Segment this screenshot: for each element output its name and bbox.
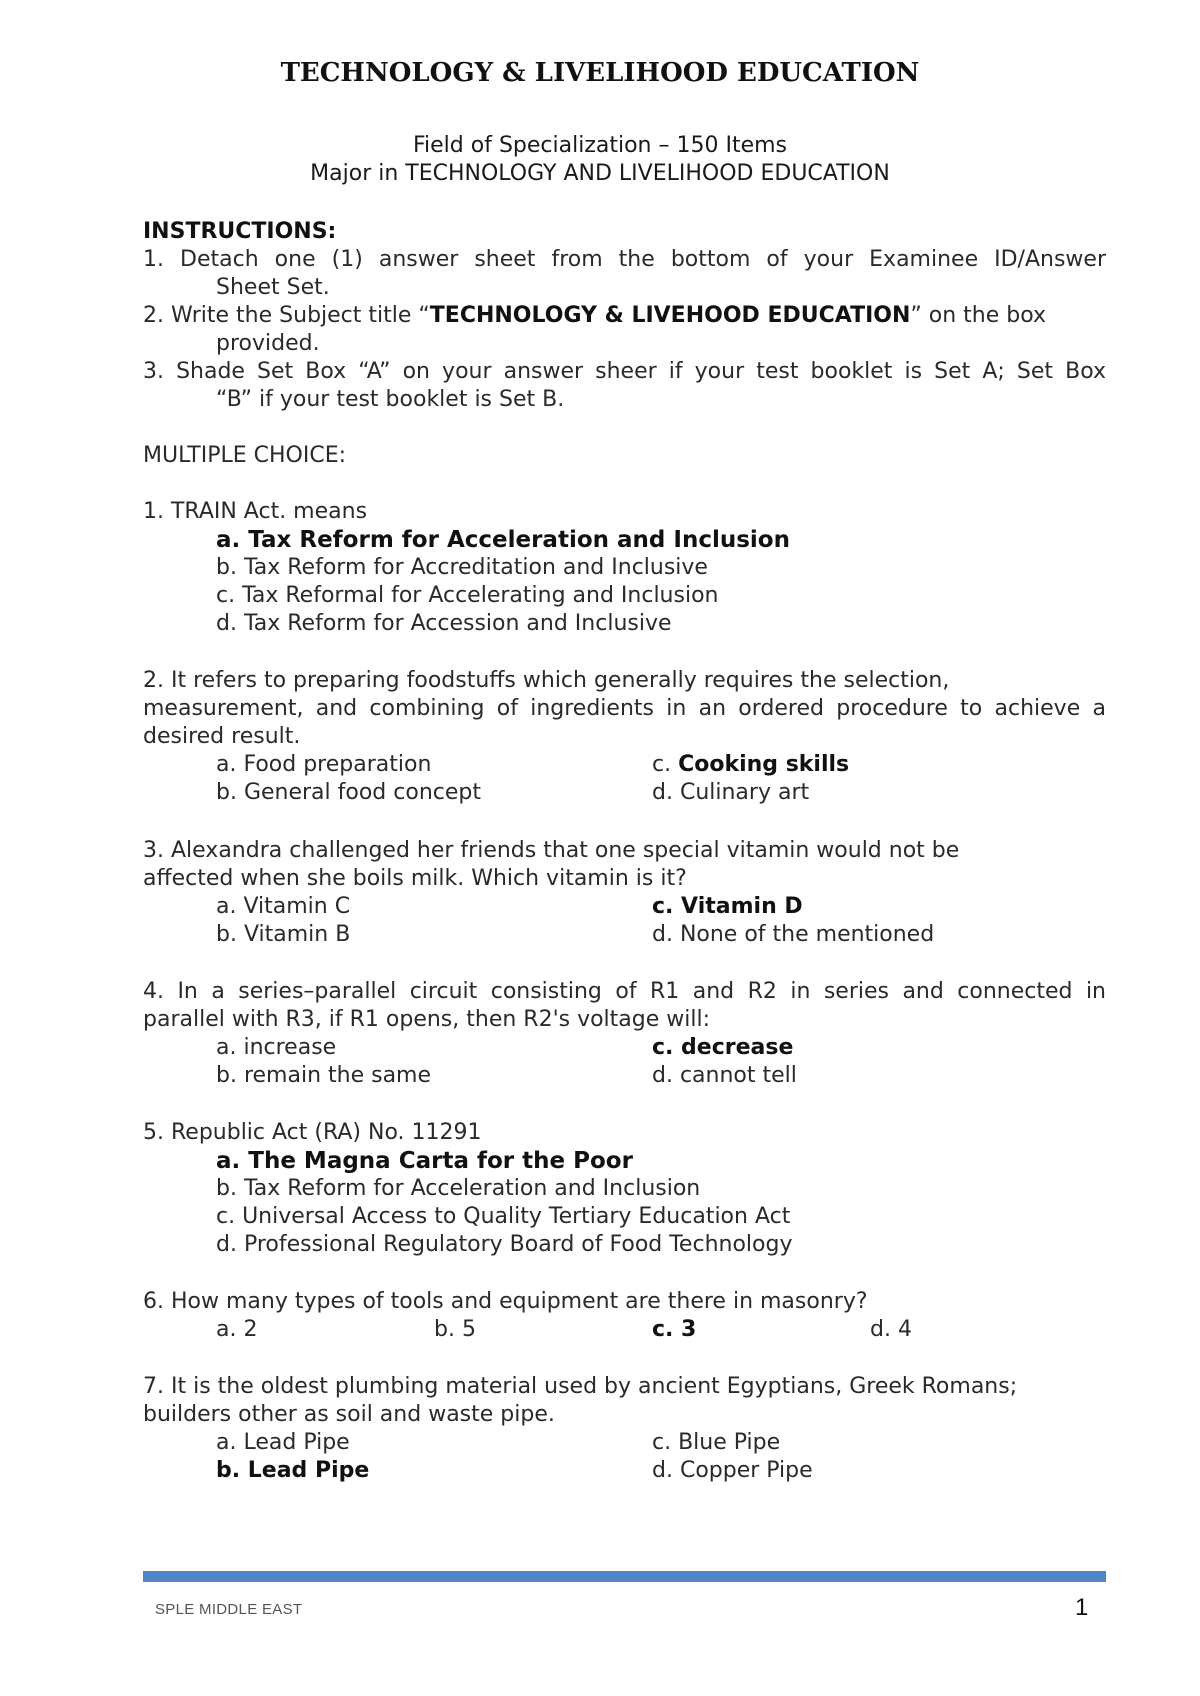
question-4-option-c: c. decrease bbox=[652, 1035, 794, 1060]
question-4-option-b: b. remain the same bbox=[216, 1063, 432, 1088]
section-heading: MULTIPLE CHOICE: bbox=[143, 443, 347, 468]
question-5-option-b: b. Tax Reform for Acceleration and Inclusion bbox=[216, 1176, 701, 1201]
subtitle-major: Major in TECHNOLOGY AND LIVELIHOOD EDUCATION bbox=[310, 161, 890, 186]
question-5-option-a: a. The Magna Carta for the Poor bbox=[216, 1148, 633, 1174]
question-2-stem-line3: desired result. bbox=[143, 724, 301, 749]
question-2-option-d: d. Culinary art bbox=[652, 780, 810, 805]
instruction-2-line2: provided. bbox=[216, 331, 320, 356]
question-2-option-c bbox=[652, 751, 849, 779]
instruction-2-subject: TECHNOLOGY & LIVEHOOD EDUCATION bbox=[429, 303, 911, 328]
question-6-option-d: d. 4 bbox=[870, 1317, 912, 1342]
question-4-stem-line1: 4. In a series–parallel circuit consisting of R1 and R2 in series and connected in bbox=[143, 979, 1106, 1004]
question-1-option-a: a. Tax Reform for Acceleration and Inclusion bbox=[216, 527, 790, 553]
instruction-1-line2: Sheet Set. bbox=[216, 275, 330, 300]
question-2-stem-line2: measurement, and combining of ingredients in an ordered procedure to achieve a bbox=[143, 696, 1106, 721]
question-4-option-a: a. increase bbox=[216, 1035, 337, 1060]
question-4-stem-line2: parallel with R3, if R1 opens, then R2's voltage will: bbox=[143, 1007, 711, 1032]
question-3-stem-line1: 3. Alexandra challenged her friends that one special vitamin would not be bbox=[143, 838, 960, 863]
question-2-stem-line1: 2. It refers to preparing foodstuffs which generally requires the selection, bbox=[143, 668, 950, 693]
question-6-stem: 6. How many types of tools and equipment are there in masonry? bbox=[143, 1289, 868, 1314]
question-6-option-b: b. 5 bbox=[434, 1317, 476, 1342]
question-1-stem: 1. TRAIN Act. means bbox=[143, 499, 368, 524]
question-7-option-b: b. Lead Pipe bbox=[216, 1458, 370, 1483]
question-1-option-c: c. Tax Reformal for Accelerating and Inclusion bbox=[216, 583, 719, 608]
question-5-option-c: c. Universal Access to Quality Tertiary Education Act bbox=[216, 1204, 791, 1229]
question-3-option-d: d. None of the mentioned bbox=[652, 922, 935, 947]
question-4-option-d: d. cannot tell bbox=[652, 1063, 797, 1088]
page-number: 1 bbox=[1075, 1594, 1089, 1621]
instruction-3-line2: “B” if your test booklet is Set B. bbox=[216, 387, 565, 412]
question-7-stem-line2: builders other as soil and waste pipe. bbox=[143, 1402, 555, 1427]
question-7-option-c: c. Blue Pipe bbox=[652, 1430, 781, 1455]
question-5-option-d: d. Professional Regulatory Board of Food Technology bbox=[216, 1232, 793, 1257]
question-3-stem-line2: affected when she boils milk. Which vitamin is it? bbox=[143, 866, 687, 891]
question-3-option-c: c. Vitamin D bbox=[652, 894, 803, 919]
subtitle-field: Field of Specialization – 150 Items bbox=[412, 133, 788, 158]
question-6-option-c: c. 3 bbox=[652, 1317, 697, 1342]
footer-organization: SPLE MIDDLE EAST bbox=[155, 1601, 303, 1618]
question-7-option-a: a. Lead Pipe bbox=[216, 1430, 350, 1455]
document-title: TECHNOLOGY & LIVELIHOOD EDUCATION bbox=[280, 58, 920, 88]
instruction-2-line1 bbox=[143, 302, 1046, 330]
instruction-3-line1: 3. Shade Set Box “A” on your answer sheer if your test booklet is Set A; Set Box bbox=[143, 359, 1106, 384]
instructions-heading: INSTRUCTIONS: bbox=[143, 219, 337, 244]
question-1-option-b: b. Tax Reform for Accreditation and Inclusive bbox=[216, 555, 708, 580]
question-3-option-b: b. Vitamin B bbox=[216, 922, 351, 947]
question-1-option-d: d. Tax Reform for Accession and Inclusive bbox=[216, 611, 672, 636]
question-2-option-c-prefix: c. bbox=[652, 752, 679, 777]
instruction-2-pre: 2. Write the Subject title “ bbox=[143, 303, 430, 328]
footer-divider-bar bbox=[143, 1571, 1106, 1582]
question-6-option-a: a. 2 bbox=[216, 1317, 258, 1342]
question-5-stem: 5. Republic Act (RA) No. 11291 bbox=[143, 1120, 482, 1145]
question-7-stem-line1: 7. It is the oldest plumbing material used by ancient Egyptians, Greek Romans; bbox=[143, 1374, 1018, 1399]
instruction-1-line1: 1. Detach one (1) answer sheet from the bottom of your Examinee ID/Answer bbox=[143, 247, 1106, 272]
question-2-option-a: a. Food preparation bbox=[216, 752, 432, 777]
instruction-2-post: ” on the box bbox=[910, 303, 1047, 328]
question-2-option-b: b. General food concept bbox=[216, 780, 481, 805]
question-7-option-d: d. Copper Pipe bbox=[652, 1458, 813, 1483]
question-3-option-a: a. Vitamin C bbox=[216, 894, 351, 919]
question-2-option-c-text: Cooking skills bbox=[678, 752, 850, 777]
